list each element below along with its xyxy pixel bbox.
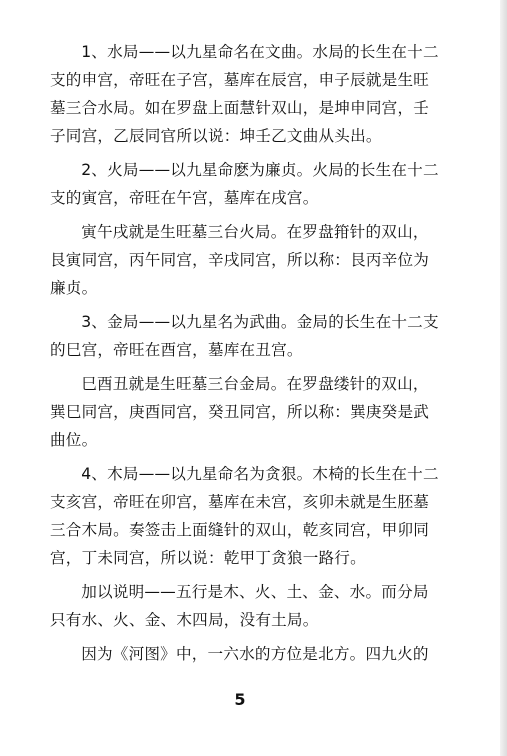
paragraph-metal-triad: 巳酉丑就是生旺墓三台金局。在罗盘缕针的双山，巽巳同宫，庚酉同宫，癸丑同宫，所以称：巽庚癸是武曲位。 [50,375,430,449]
paragraph-fire-bureau: 2、火局——以九星命麽为廉贞。火局的长生在十二支的寅宫，帝旺在午宫，墓库在戌宫。 [50,161,439,207]
paragraph-metal-bureau: 3、金局——以九星名为武曲。金局的长生在十二支的巳宫，帝旺在酉宫，墓库在丑宫。 [50,313,439,359]
paragraph-explanation: 加以说明——五行是木、火、土、金、水。而分局只有水、火、金、木四局，没有土局。 [50,583,429,629]
page-edge-shadow [500,0,507,756]
paragraph-hetu: 因为《河图》中，一六水的方位是北方。四九火的 [81,645,429,663]
paragraph-water-bureau: 1、水局——以九星命名在文曲。水局的长生在十二支的申宫，帝旺在子宫，墓库在辰宫，申子辰就是生旺墓三合水局。如在罗盘上面慧针双山，是坤申同宫，壬子同宫，乙辰同官所以说：坤壬乙文曲从头出。 [50,43,439,145]
paragraph-wood-bureau: 4、木局——以九星命名为贪狠。木椅的长生在十二支亥宫，帝旺在卯宫，墓库在未宫，亥卯未就是生胚墓三合木局。奏签击上面缝针的双山，乾亥同宫，甲卯同宫，丁未同宫，所以说：乾甲丁贪狼一路行。 [50,465,439,567]
page-number: 5 [234,690,246,709]
paragraph-fire-triad: 寅午戌就是生旺墓三台火局。在罗盘箝针的双山，艮寅同宫，丙午同宫，辛戌同宫，所以称：艮丙辛位为廉贞。 [50,223,430,297]
page-body [50,38,442,674]
